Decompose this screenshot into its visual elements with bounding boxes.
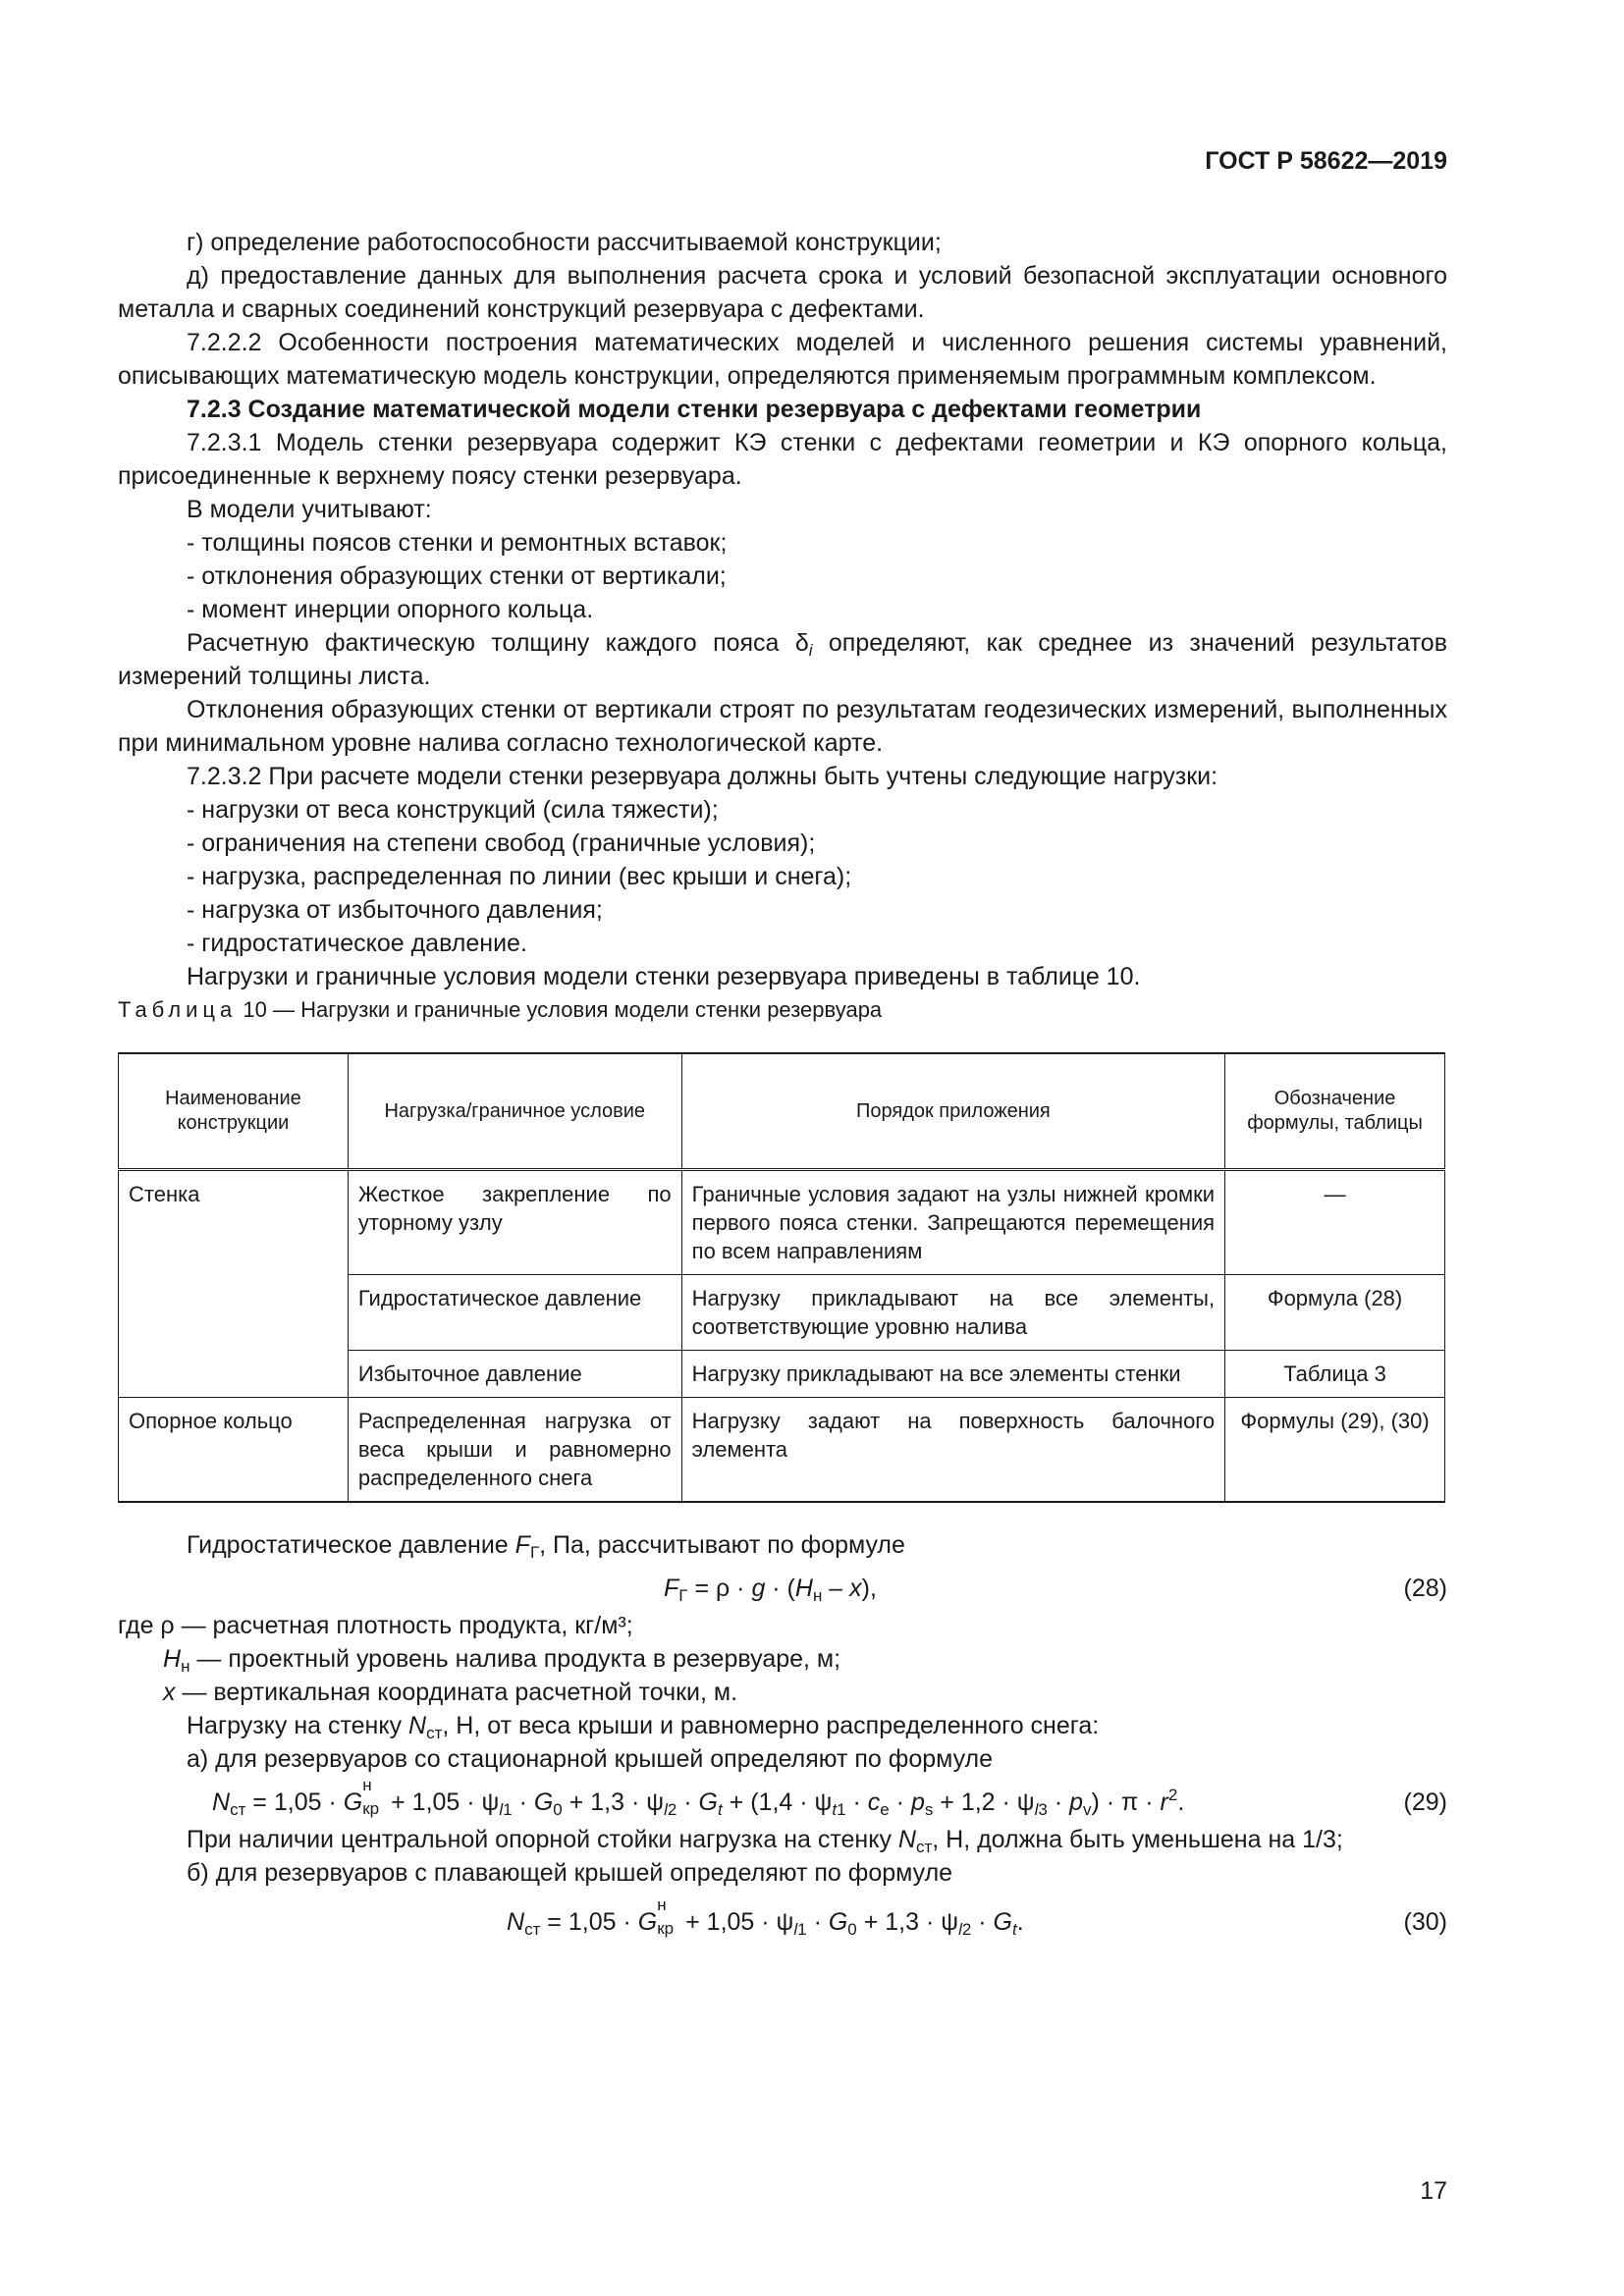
list-item: - гидростатическое давление.: [187, 930, 527, 957]
paragraph: В модели учитывают:: [187, 496, 432, 523]
list-item: - толщины поясов стенки и ремонтных вставок;: [187, 529, 728, 557]
formula-number: (30): [1403, 1908, 1447, 1936]
formula-28: $F_Г = \rho \cdot g \cdot (H_н - x)$, (28): [118, 1572, 1447, 1607]
table-header-cell: Обозначение формулы, таблицы: [1225, 1053, 1445, 1170]
paragraph: г) определение работоспособности рассчитываемой конструкции;: [187, 229, 942, 256]
paragraph: При наличии центральной опорной стойки нагрузка на стенку $N_{ст}$, Н, должна быть уменьшена на 1/3;: [187, 1826, 1343, 1856]
table-cell: Таблица 3: [1225, 1351, 1445, 1398]
paragraph: 7.2.2.2 Особенности построения математических моделей и численного решения системы уравнений, описывающих математическую модель конструкции, определяются применяемым программным комплексом.: [118, 329, 1447, 390]
paragraph: $H_н$ — проектный уровень налива продукта в резервуаре, м;: [163, 1645, 841, 1676]
table-cell: Нагрузку прикладывают на все элементы стенки: [681, 1351, 1224, 1398]
table-caption: Таблица 10 — Нагрузки и граничные условия модели стенки резервуара: [118, 997, 883, 1022]
table-header-cell: Порядок приложения: [681, 1053, 1224, 1170]
page-number: 17: [1420, 2177, 1447, 2205]
table-cell: —: [1225, 1170, 1445, 1275]
table-cell: Жесткое закрепление по уторному узлу: [348, 1170, 681, 1275]
paragraph: Отклонения образующих стенки от вертикали строят по результатам геодезических измерений, выполненных при минимальном уровне налива согласно технологической карте.: [118, 696, 1447, 757]
section-heading: 7.2.3 Создание математической модели стенки резервуара с дефектами геометрии: [187, 396, 1202, 423]
list-item: - момент инерции опорного кольца.: [187, 596, 594, 623]
table-cell: Стенка: [119, 1170, 349, 1398]
standard-header: ГОСТ Р 58622—2019: [1205, 147, 1447, 175]
table-cell: Нагрузку прикладывают на все элементы, соответствующие уровню налива: [681, 1275, 1224, 1351]
table-row: [119, 1398, 1445, 1503]
list-item: - нагрузка от избыточного давления;: [187, 896, 603, 924]
formula-30: $N_{ст} = 1,05 \cdot G$ н кр + $1,05 \cdot \psi_{l1} \cdot G_0 + 1,3 \cdot \psi_{l2} \cdot G_t$. (30): [507, 1896, 1447, 1939]
list-item: - нагрузки от веса конструкций (сила тяжести);: [187, 796, 719, 824]
paragraph: Гидростатическое давление $F_Г$, Па, рассчитывают по формуле: [187, 1531, 905, 1562]
table-header-cell: Наименование конструкции: [119, 1053, 349, 1170]
list-item: - нагрузка, распределенная по линии (вес крыши и снега);: [187, 863, 852, 890]
loads-table: [118, 1052, 1445, 1503]
table-cell: Формулы (29), (30): [1225, 1398, 1445, 1503]
table-cell: Формула (28): [1225, 1275, 1445, 1351]
formula-number: (29): [1403, 1789, 1447, 1816]
paragraph: а) для резервуаров со стационарной крышей определяют по формуле: [187, 1745, 994, 1773]
table-cell: Граничные условия задают на узлы нижней кромки первого пояса стенки. Запрещаются перемещения по всем направлениям: [681, 1170, 1224, 1275]
formula-number: (28): [1403, 1575, 1447, 1602]
paragraph: б) для резервуаров с плавающей крышей определяют по формуле: [187, 1859, 953, 1887]
table-cell: Опорное кольцо: [119, 1398, 349, 1503]
table-header-row: [119, 1053, 1445, 1170]
paragraph: Расчетную фактическую толщину каждого пояса $\delta_i$ определяют, как среднее из значений результатов измерений толщины листа.: [118, 629, 1447, 690]
paragraph: x — вертикальная координата расчетной точки, м.: [163, 1679, 738, 1706]
table-cell: Гидростатическое давление: [348, 1275, 681, 1351]
paragraph: Нагрузки и граничные условия модели стенки резервуара приведены в таблице 10.: [187, 963, 1141, 990]
table-header-cell: Нагрузка/граничное условие: [348, 1053, 681, 1170]
list-item: - отклонения образующих стенки от вертикали;: [187, 562, 727, 590]
table-cell: Распределенная нагрузка от веса крыши и равномерно распределенного снега: [348, 1398, 681, 1503]
table-row: [119, 1170, 1445, 1275]
table-cell: Нагрузку задают на поверхность балочного элемента: [681, 1398, 1224, 1503]
formula-29: $N_{ст} = 1,05 \cdot G$ н кр + $1,05 \cdot \psi_{l1} \cdot G_0 + 1,3 \cdot \psi_{l2} \cdot G_t + (1,4 \cdot \psi_{t1} \cdot c_e \cdot p_s + 1,2 \cdot \psi_{l3} \cdot p_v) \cdot \pi \cdot r^2$. (29): [212, 1776, 1447, 1819]
document-body: [118, 226, 1447, 1941]
paragraph: где ρ — расчетная плотность продукта, кг/м³;: [118, 1612, 633, 1639]
paragraph: 7.2.3.2 При расчете модели стенки резервуара должны быть учтены следующие нагрузки:: [187, 763, 1218, 790]
table-cell: Избыточное давление: [348, 1351, 681, 1398]
paragraph: Нагрузку на стенку $N_{ст}$, Н, от веса крыши и равномерно распределенного снега:: [187, 1712, 1100, 1742]
list-item: - ограничения на степени свобод (граничные условия);: [187, 829, 816, 857]
paragraph: 7.2.3.1 Модель стенки резервуара содержит КЭ стенки с дефектами геометрии и КЭ опорного кольца, присоединенные к верхнему поясу стенки резервуара.: [118, 429, 1447, 490]
paragraph: д) предоставление данных для выполнения расчета срока и условий безопасной эксплуатации основного металла и сварных соединений конструкций резервуара с дефектами.: [118, 262, 1447, 323]
